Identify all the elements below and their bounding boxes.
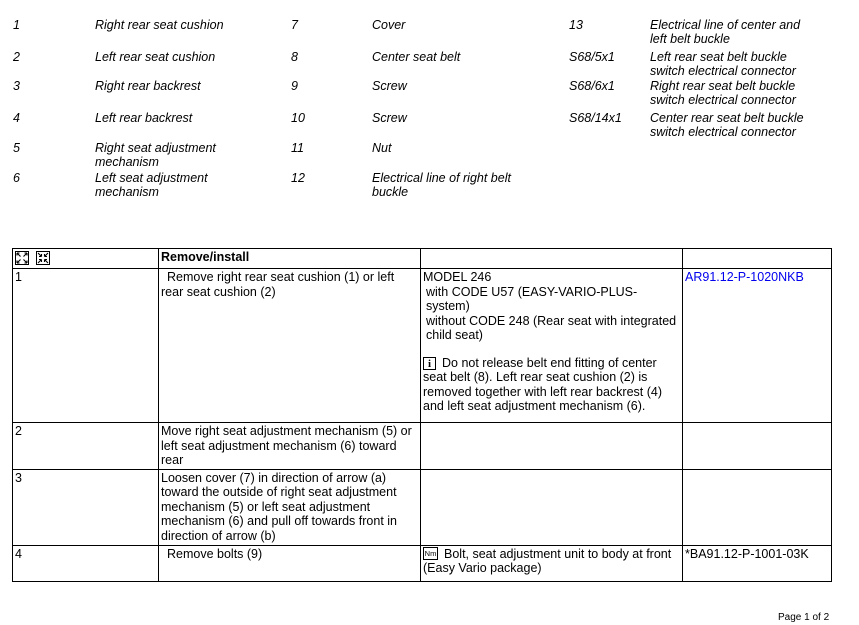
legend-number: S68/14x1 — [569, 111, 622, 125]
reference-text: *BA91.12-P-1001-03K — [685, 546, 809, 561]
expand-all-icon[interactable] — [15, 251, 29, 265]
legend-description: Center seat belt — [372, 50, 461, 64]
legend-number: 1 — [13, 18, 20, 32]
step-number: 1 — [13, 269, 159, 423]
step-number: 4 — [13, 545, 159, 581]
step-number: 2 — [13, 423, 159, 470]
header-empty-cell — [683, 249, 832, 269]
legend-description: Screw — [372, 111, 407, 125]
table-row — [13, 269, 832, 423]
step-instruction-text: Remove right rear seat cushion (1) or left rear seat cushion (2) — [161, 270, 395, 299]
legend-number: 12 — [291, 171, 305, 185]
table-row — [13, 423, 832, 470]
empty-cell — [421, 423, 683, 470]
step-instruction — [159, 269, 421, 423]
info-icon: i — [423, 357, 436, 370]
legend-number: 4 — [13, 111, 20, 125]
header-icon-cell — [13, 249, 159, 269]
legend-number: S68/5x1 — [569, 50, 615, 64]
legend-number: 10 — [291, 111, 305, 125]
legend-number: 9 — [291, 79, 298, 93]
step-instruction — [159, 545, 421, 581]
legend-number: 13 — [569, 18, 583, 32]
info-note-text: Do not release belt end fitting of center seat belt (8). Left rear seat cushion (2) is removed together with left rear backrest (4) and left seat adjustment mechanism (6). — [423, 355, 662, 413]
table-row — [13, 469, 832, 545]
condition-with-code: with CODE U57 (EASY-VARIO-PLUS-system) — [426, 284, 638, 313]
legend-description: Nut — [372, 141, 392, 155]
step-reference-cell — [683, 545, 832, 581]
step-instruction-text: Remove bolts (9) — [167, 546, 263, 561]
legend-description: Right rear seat belt buckle switch electrical connector — [650, 79, 796, 107]
step-instruction: Loosen cover (7) in direction of arrow (a) toward the outside of right seat adjustment mechanism (5) or left seat adjustment mechanism (6) and pull off towards front in direction of arrow (b) — [159, 469, 421, 545]
legend-description: Right rear backrest — [95, 79, 201, 93]
legend-description: Electrical line of right belt buckle — [372, 171, 511, 199]
remove-install-table — [12, 248, 832, 582]
torque-nm-icon: Nm — [424, 548, 437, 558]
legend-description: Cover — [372, 18, 406, 32]
legend-description: Left rear backrest — [95, 111, 193, 125]
legend-description: Screw — [372, 79, 407, 93]
torque-note-text: Bolt, seat adjustment unit to body at front (Easy Vario package) — [423, 546, 672, 575]
empty-cell — [683, 469, 832, 545]
collapse-all-icon[interactable] — [36, 251, 50, 265]
legend-description: Right seat adjustment mechanism — [95, 141, 216, 169]
legend-description: Left rear seat cushion — [95, 50, 216, 64]
condition-model: MODEL 246 — [423, 270, 492, 284]
legend-description: Center rear seat belt buckle switch electrical connector — [650, 111, 804, 139]
legend-description: Electrical line of center and left belt buckle — [650, 18, 801, 46]
legend-description: Right rear seat cushion — [95, 18, 224, 32]
table-header-row — [13, 249, 832, 269]
legend-number: 2 — [13, 50, 20, 64]
torque-note — [421, 545, 683, 581]
legend-number: 8 — [291, 50, 298, 64]
table-header: Remove/install — [159, 249, 421, 269]
empty-cell — [421, 469, 683, 545]
page-number: Page 1 of 2 — [778, 612, 830, 623]
legend-description: Left seat adjustment mechanism — [95, 171, 208, 199]
legend-number: 11 — [291, 141, 304, 155]
header-empty-cell — [421, 249, 683, 269]
legend — [0, 0, 859, 240]
legend-number: S68/6x1 — [569, 79, 615, 93]
legend-number: 5 — [13, 141, 20, 155]
empty-cell — [683, 423, 832, 470]
reference-link[interactable]: AR91.12-P-1020NKB — [685, 270, 804, 284]
condition-without-code: without CODE 248 (Rear seat with integrated child seat) — [426, 313, 677, 342]
step-instruction: Move right seat adjustment mechanism (5) or left seat adjustment mechanism (6) toward rear — [159, 423, 421, 470]
legend-number: 3 — [13, 79, 20, 93]
step-reference-cell — [683, 269, 832, 423]
legend-description: Left rear seat belt buckle switch electrical connector — [650, 50, 796, 78]
step-number: 3 — [13, 469, 159, 545]
step-conditions — [421, 269, 683, 423]
legend-number: 7 — [291, 18, 298, 32]
table-row — [13, 545, 832, 581]
info-note — [423, 356, 680, 414]
legend-number: 6 — [13, 171, 20, 185]
